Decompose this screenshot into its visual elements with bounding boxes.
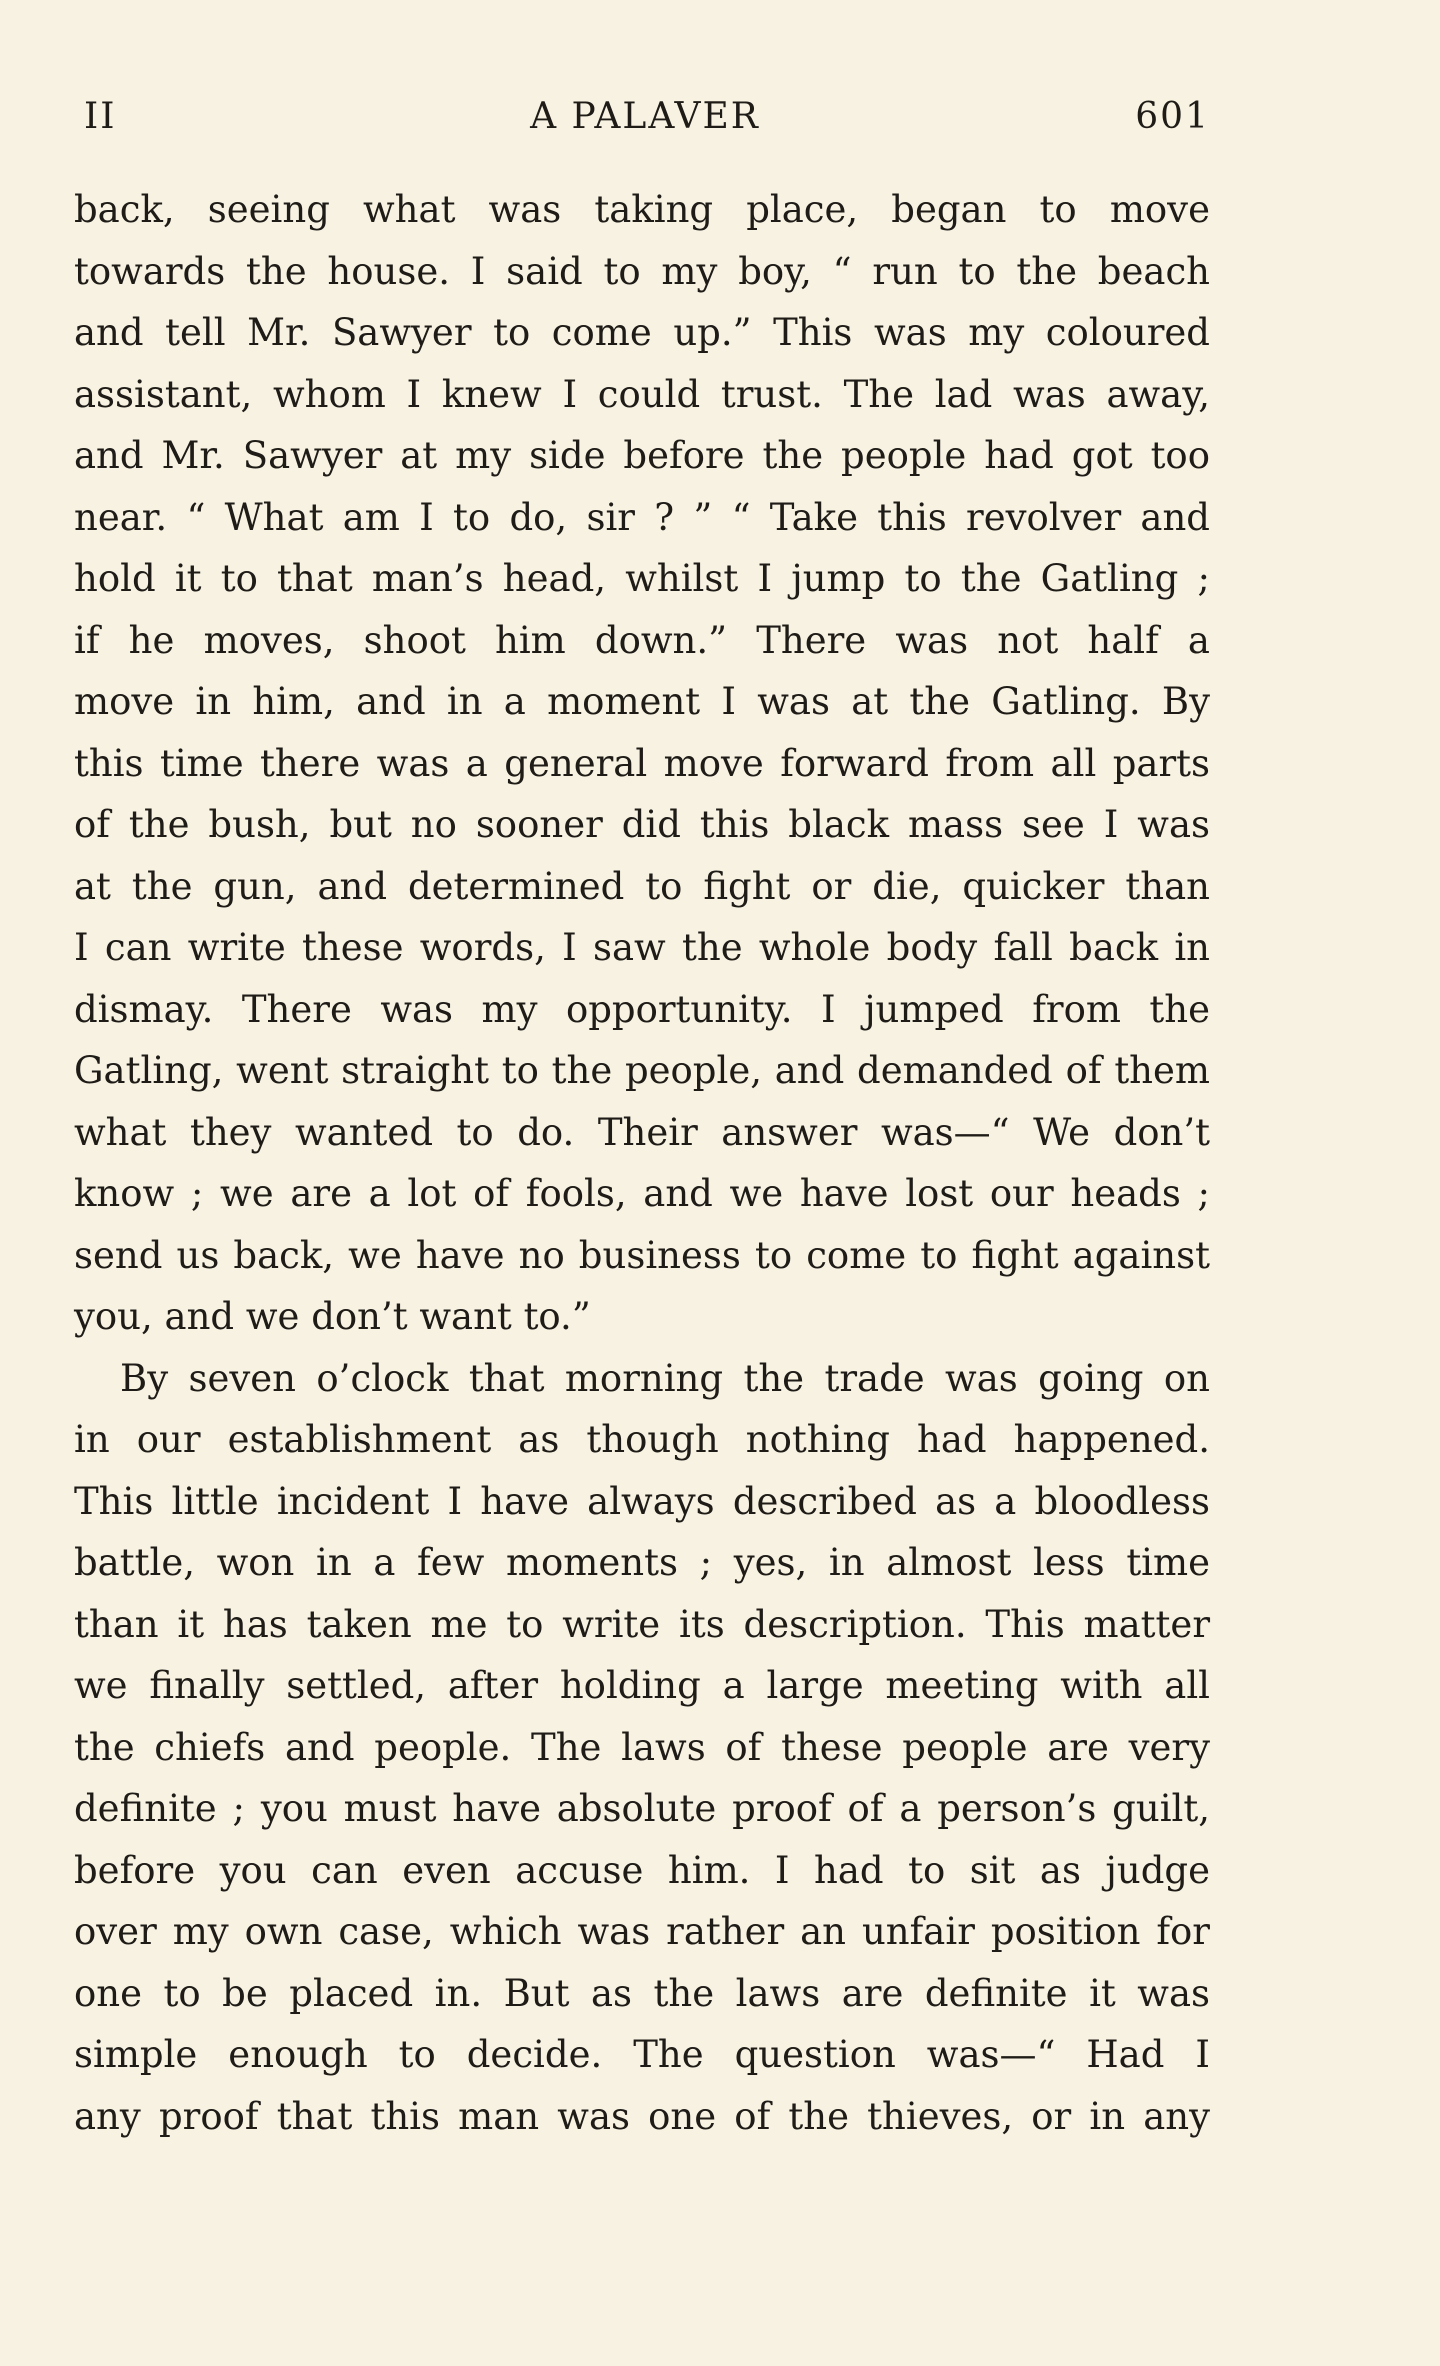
text-line: any proof that this man was one of the thieves, or in any: [74, 2094, 1210, 2138]
text-line: I can write these words, I saw the whole body fall back in: [74, 926, 1210, 969]
text-line: dismay. There was my opportunity. I jumped from the: [74, 987, 1210, 1031]
text-line: assistant, whom I knew I could trust. The lad was away,: [74, 372, 1210, 416]
text-line: this time there was a general move forward from all parts: [74, 741, 1210, 785]
text-line: one to be placed in. But as the laws are definite it was: [74, 1971, 1210, 2015]
chapter-number: II: [84, 96, 117, 137]
text-line: By seven o’clock that morning the trade was going on: [120, 1356, 1210, 1400]
text-line: before you can even accuse him. I had to sit as judge: [74, 1848, 1210, 1892]
text-line: what they wanted to do. Their answer was—“ We don’t: [74, 1110, 1210, 1154]
text-line: Gatling, went straight to the people, and demanded of them: [74, 1049, 1210, 1092]
text-line: we finally settled, after holding a large meeting with all: [74, 1664, 1210, 1707]
text-line: back, seeing what was taking place, began to move: [74, 188, 1210, 231]
text-line: if he moves, shoot him down.” There was not half a: [74, 618, 1210, 662]
text-line: you, and we don’t want to.”: [74, 1295, 591, 1338]
paragraph: [74, 1348, 1210, 2148]
text-line: This little incident I have always described as a bloodless: [74, 1479, 1210, 1523]
text-line: than it has taken me to write its description. This matter: [74, 1602, 1210, 1646]
text-line: in our establishment as though nothing had happened.: [74, 1418, 1210, 1461]
text-line: the chiefs and people. The laws of these people are very: [74, 1725, 1210, 1769]
text-line: towards the house. I said to my boy, “ run to the beach: [74, 249, 1210, 293]
page-number: 601: [1135, 96, 1210, 137]
text-line: of the bush, but no sooner did this black mass see I was: [74, 803, 1210, 846]
text-line: send us back, we have no business to come to fight against: [74, 1233, 1210, 1277]
text-line: simple enough to decide. The question was—“ Had I: [74, 2033, 1210, 2076]
text-line: hold it to that man’s head, whilst I jump to the Gatling ;: [74, 557, 1210, 600]
text-line: definite ; you must have absolute proof of a person’s guilt,: [74, 1787, 1210, 1830]
text-line: at the gun, and determined to fight or die, quicker than: [74, 864, 1210, 908]
text-line: over my own case, which was rather an unfair position for: [74, 1910, 1210, 1953]
text-line: know ; we are a lot of fools, and we have lost our heads ;: [74, 1172, 1210, 1215]
text-line: move in him, and in a moment I was at the Gatling. By: [74, 680, 1210, 723]
running-title: A PALAVER: [530, 96, 760, 137]
body-text: [74, 179, 1210, 2147]
running-head: [80, 96, 1210, 140]
text-line: battle, won in a few moments ; yes, in almost less time: [74, 1541, 1210, 1584]
paragraph: [74, 179, 1210, 1348]
text-line: and tell Mr. Sawyer to come up.” This was my coloured: [74, 311, 1210, 354]
text-line: and Mr. Sawyer at my side before the people had got too: [74, 434, 1210, 477]
text-line: near. “ What am I to do, sir ? ” “ Take this revolver and: [74, 495, 1210, 539]
